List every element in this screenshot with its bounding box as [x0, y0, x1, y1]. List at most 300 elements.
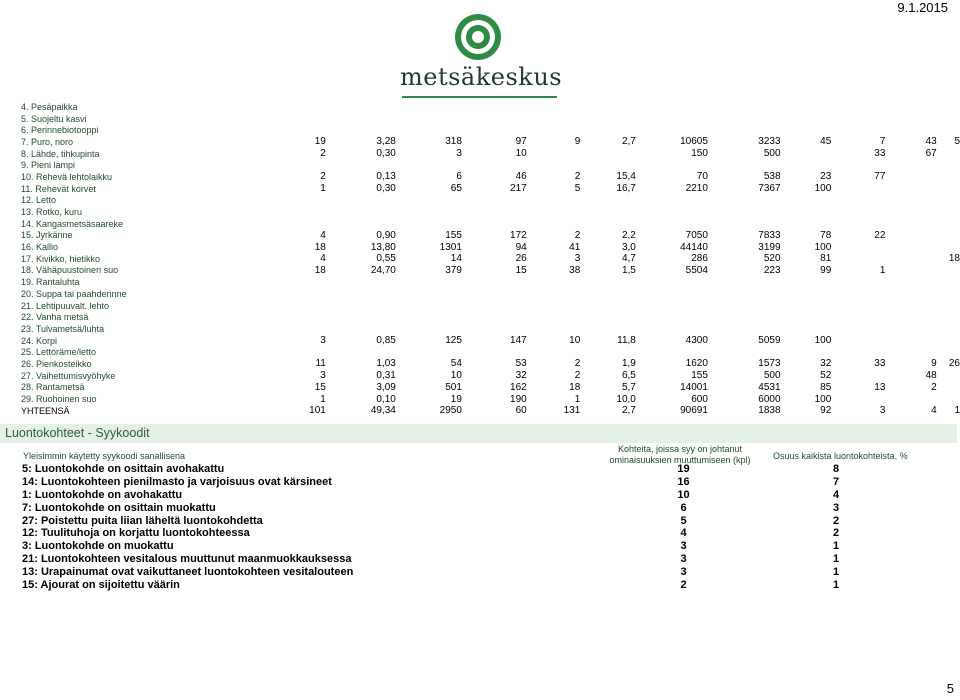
habitat-value: 7050	[685, 229, 708, 241]
habitat-value: 1,9	[621, 358, 636, 370]
habitat-row	[21, 288, 960, 300]
habitat-label: 12. Letto	[21, 195, 57, 206]
cause-share: 8	[832, 463, 840, 476]
habitat-value	[937, 195, 960, 207]
cause-label: 7: Luontokohde on osittain muokattu	[22, 501, 216, 514]
habitat-value	[781, 288, 832, 300]
habitat-value	[396, 311, 462, 323]
habitat-value: 18	[314, 264, 326, 276]
habitat-value	[937, 101, 960, 113]
habitat-label: 28. Rantametsä	[21, 382, 85, 393]
habitat-value: 0,10	[376, 393, 396, 405]
habitat-value: 10,0	[616, 393, 636, 405]
habitat-value	[781, 346, 832, 358]
habitat-value: 5,7	[621, 381, 636, 393]
habitat-value: 0,30	[376, 183, 396, 195]
habitat-value: 1301	[439, 241, 462, 253]
cause-label: 14: Luontokohteen pienilmasto ja varjoisuus ovat kärsineet	[22, 476, 332, 489]
habitat-value: 10	[569, 335, 581, 347]
habitat-value	[636, 276, 708, 288]
habitat-value: 172	[510, 229, 527, 241]
habitat-value	[708, 206, 781, 218]
habitat-value	[580, 159, 636, 171]
report-date: 9.1.2015	[897, 0, 948, 15]
habitat-value: 60	[515, 405, 527, 417]
cause-label: 1: Luontokohde on avohakattu	[22, 488, 183, 501]
page-number: 5	[946, 681, 954, 696]
habitat-value: 6000	[758, 393, 781, 405]
habitat-value: 43	[925, 136, 937, 148]
habitat-value	[781, 195, 832, 207]
habitat-value	[462, 159, 527, 171]
habitat-value	[937, 124, 960, 136]
habitat-value	[580, 346, 636, 358]
habitat-value: 11,8	[617, 335, 636, 347]
habitat-value	[831, 253, 885, 265]
habitat-value	[781, 300, 832, 312]
habitat-label: 21. Lehtipuuvalt. lehto	[21, 300, 110, 311]
cause-row	[22, 527, 911, 540]
habitat-value	[937, 346, 960, 358]
habitat-value: 2	[320, 148, 326, 160]
habitat-value: 3	[879, 405, 886, 417]
habitat-value: 78	[820, 229, 832, 241]
habitat-value	[580, 276, 636, 288]
habitat-value	[527, 323, 581, 335]
habitat-value	[281, 300, 326, 312]
habitat-label: 16. Kallio	[21, 242, 59, 253]
habitat-value: 33	[874, 358, 886, 370]
habitat-value	[937, 393, 960, 405]
habitat-value	[462, 276, 527, 288]
habitat-value: 2210	[685, 183, 708, 195]
habitat-value	[708, 159, 781, 171]
habitat-table-body	[21, 101, 960, 417]
habitat-value	[281, 206, 326, 218]
habitat-value	[831, 288, 885, 300]
habitat-label: 23. Tulvametsä/luhta	[21, 323, 105, 334]
habitat-value	[781, 101, 832, 113]
habitat-value	[580, 148, 636, 160]
habitat-value: 6	[456, 171, 462, 183]
cause-share: 2	[832, 527, 840, 540]
habitat-value	[396, 206, 462, 218]
habitat-value: 7	[879, 136, 886, 148]
habitat-value: 45	[820, 136, 832, 148]
habitat-value	[708, 288, 781, 300]
habitat-value: 11	[315, 358, 326, 370]
habitat-value	[885, 101, 936, 113]
habitat-label: 18. Vähäpuustoinen suo	[21, 265, 119, 276]
habitat-label: 7. Puro, noro	[21, 136, 74, 147]
habitat-row	[21, 159, 960, 171]
habitat-value	[831, 323, 885, 335]
col-header-share: Osuus kaikista luontokohteista, %	[773, 451, 908, 461]
habitat-value	[396, 300, 462, 312]
habitat-row	[21, 218, 960, 230]
habitat-value	[527, 148, 581, 160]
logo-wordmark: metsäkeskus	[400, 63, 563, 91]
habitat-value: 100	[814, 183, 832, 195]
habitat-value	[831, 195, 885, 207]
cause-row	[22, 489, 911, 502]
habitat-value: 4531	[758, 381, 781, 393]
habitat-label: 22. Vanha metsä	[21, 312, 89, 323]
cause-row	[22, 463, 911, 476]
habitat-value	[781, 311, 832, 323]
habitat-value: 2	[574, 229, 581, 241]
cause-row	[22, 578, 911, 591]
habitat-value	[462, 311, 527, 323]
habitat-value: 5504	[685, 264, 708, 276]
habitat-value: 1,5	[621, 264, 636, 276]
habitat-value: 26	[515, 253, 527, 265]
habitat-value	[462, 300, 527, 312]
habitat-value: 100	[814, 241, 832, 253]
habitat-value: 15	[515, 264, 527, 276]
habitat-value: 3	[320, 335, 326, 347]
habitat-value: 2,7	[621, 405, 636, 417]
metsakeskus-logo	[398, 10, 563, 95]
habitat-value	[885, 265, 936, 277]
habitat-value: 2	[574, 171, 581, 183]
habitat-value: 155	[691, 370, 708, 382]
cause-count: 16	[677, 476, 690, 489]
habitat-value: 190	[510, 393, 527, 405]
habitat-value	[527, 311, 581, 323]
cause-share: 7	[832, 476, 840, 489]
habitat-value: 90691	[680, 405, 708, 417]
habitat-value: 155	[445, 229, 462, 241]
habitat-value	[781, 113, 832, 125]
habitat-value	[527, 206, 581, 218]
habitat-label: YHTEENSÄ	[21, 405, 70, 416]
habitat-value	[937, 171, 960, 183]
habitat-row	[21, 300, 960, 312]
habitat-row	[21, 323, 960, 335]
cause-count: 3	[680, 565, 687, 578]
habitat-value: 3,28	[376, 136, 396, 148]
habitat-value	[636, 206, 708, 218]
cause-row	[22, 540, 911, 553]
habitat-value: 4	[320, 229, 326, 241]
habitat-value: 147	[510, 335, 527, 347]
habitat-value	[326, 346, 396, 358]
habitat-value: 223	[763, 264, 781, 276]
habitat-value	[937, 370, 960, 382]
habitat-value: 54	[450, 358, 462, 370]
habitat-value	[462, 101, 527, 113]
habitat-value: 4	[320, 253, 326, 265]
habitat-value	[326, 288, 396, 300]
habitat-value	[708, 323, 781, 335]
habitat-value: 77	[874, 171, 886, 183]
habitat-value	[831, 300, 885, 312]
habitat-value	[580, 195, 636, 207]
habitat-label: 29. Ruohoinen suo	[21, 394, 97, 405]
habitat-value	[937, 300, 960, 312]
cause-label: 13: Urapainumat ovat vaikuttaneet luontokohteen vesitalouteen	[22, 565, 354, 578]
causes-section-title: Luontokohteet - Syykoodit	[0, 424, 957, 443]
habitat-value: 1	[320, 393, 326, 405]
habitat-value	[636, 288, 708, 300]
habitat-value	[831, 346, 885, 358]
cause-share: 4	[832, 488, 840, 501]
habitat-value: 70	[696, 171, 708, 183]
habitat-value: 2	[320, 171, 326, 183]
habitat-label: 4. Pesäpaikka	[21, 101, 78, 112]
habitat-row	[21, 253, 960, 265]
habitat-value: 4,7	[621, 253, 636, 265]
habitat-value: 7833	[758, 229, 781, 241]
habitat-value	[831, 159, 885, 171]
habitat-value	[527, 346, 581, 358]
habitat-value	[636, 346, 708, 358]
habitat-value: 0,31	[376, 370, 396, 382]
habitat-value	[937, 276, 960, 288]
habitat-value	[937, 159, 960, 171]
habitat-value	[781, 206, 832, 218]
cause-label: 12: Tuulituhoja on korjattu luontokohteessa	[22, 527, 250, 540]
habitat-value: 22	[874, 229, 886, 241]
habitat-row	[21, 276, 960, 288]
habitat-value: 5	[574, 183, 581, 195]
habitat-value: 2950	[439, 405, 462, 417]
habitat-label: 11. Rehevät korvet	[21, 183, 96, 194]
habitat-value: 6,5	[621, 370, 636, 382]
logo-underline	[402, 96, 557, 98]
habitat-value: 0,13	[376, 171, 396, 183]
habitat-value	[527, 159, 581, 171]
habitat-value	[885, 323, 936, 335]
cause-row	[22, 501, 911, 514]
habitat-value	[781, 124, 832, 136]
habitat-value: 538	[763, 171, 781, 183]
habitat-value: 14001	[680, 381, 708, 393]
habitat-value	[831, 124, 885, 136]
habitat-value: 23	[820, 171, 832, 183]
habitat-value: 3	[320, 370, 326, 382]
habitat-value	[326, 113, 396, 125]
habitat-value	[580, 124, 636, 136]
habitat-value	[580, 300, 636, 312]
habitat-value	[708, 300, 781, 312]
habitat-value	[708, 346, 781, 358]
habitat-value: 500	[763, 370, 781, 382]
habitat-value	[580, 101, 636, 113]
habitat-value: 14	[450, 253, 462, 265]
habitat-value	[636, 159, 708, 171]
habitat-value	[396, 159, 462, 171]
habitat-value	[636, 300, 708, 312]
habitat-value	[281, 159, 326, 171]
habitat-value: 500	[763, 148, 781, 160]
habitat-value: 10	[450, 370, 462, 382]
habitat-value: 49,34	[370, 405, 396, 417]
habitat-value: 32	[820, 358, 832, 370]
habitat-value	[281, 276, 326, 288]
habitat-value	[527, 101, 581, 113]
habitat-value: 32	[515, 370, 527, 382]
habitat-value	[580, 288, 636, 300]
habitat-value: 2,2	[621, 229, 636, 241]
habitat-value	[831, 241, 885, 253]
habitat-value	[781, 323, 832, 335]
habitat-value	[885, 230, 936, 242]
causes-table	[22, 463, 911, 591]
habitat-value	[462, 206, 527, 218]
habitat-value	[281, 218, 326, 230]
habitat-row	[21, 148, 960, 160]
habitat-value: 162	[510, 381, 527, 393]
habitat-value: 286	[691, 253, 708, 265]
habitat-value	[708, 276, 781, 288]
habitat-value	[396, 323, 462, 335]
habitat-value: 100	[814, 335, 832, 347]
habitat-value	[831, 335, 885, 347]
habitat-row	[21, 113, 960, 125]
cause-count: 2	[680, 578, 687, 591]
cause-label: 15: Ajourat on sijoitettu väärin	[22, 578, 180, 591]
habitat-value	[708, 218, 781, 230]
habitat-row	[21, 393, 960, 405]
habitat-label: 17. Kivikko, hietikko	[21, 253, 101, 264]
habitat-value	[326, 323, 396, 335]
habitat-value	[396, 276, 462, 288]
habitat-value	[937, 323, 960, 335]
habitat-value	[281, 195, 326, 207]
cause-count: 4	[680, 527, 687, 540]
habitat-row	[21, 101, 960, 113]
habitat-value	[462, 113, 527, 125]
habitat-value: 1620	[685, 358, 708, 370]
habitat-value	[326, 218, 396, 230]
cause-row	[22, 476, 911, 489]
habitat-value	[708, 195, 781, 207]
habitat-value: 600	[691, 393, 708, 405]
cause-share: 1	[832, 565, 840, 578]
habitat-value	[326, 195, 396, 207]
habitat-value	[831, 113, 885, 125]
habitat-value	[462, 218, 527, 230]
cause-row	[22, 553, 911, 566]
habitat-value: 3,0	[621, 241, 636, 253]
cause-share: 1	[832, 540, 840, 553]
habitat-value	[636, 124, 708, 136]
habitat-value	[527, 113, 581, 125]
habitat-value	[462, 323, 527, 335]
cause-row	[22, 565, 911, 578]
habitat-value: 1838	[758, 405, 781, 417]
habitat-value: 3,09	[376, 381, 396, 393]
habitat-value	[636, 218, 708, 230]
habitat-value	[281, 113, 326, 125]
habitat-value	[580, 218, 636, 230]
habitat-label: 14. Kangasmetsäsaareke	[21, 218, 124, 229]
habitat-row	[21, 241, 960, 253]
habitat-value: 101	[309, 405, 326, 417]
habitat-value	[580, 206, 636, 218]
habitat-value: 97	[515, 136, 527, 148]
habitat-value	[462, 195, 527, 207]
habitat-label: 13. Rotko, kuru	[21, 207, 83, 218]
habitat-value	[937, 335, 960, 347]
habitat-value: 100	[814, 393, 832, 405]
habitat-value: 0,30	[376, 148, 396, 160]
cause-share: 3	[832, 501, 840, 514]
habitat-value	[326, 206, 396, 218]
habitat-label: 6. Perinnebiotooppi	[21, 125, 99, 136]
habitat-value: 18	[948, 253, 960, 265]
habitat-value	[281, 124, 326, 136]
habitat-value: 4300	[685, 335, 708, 347]
habitat-value: 4	[931, 405, 937, 417]
habitat-label: 10. Rehevä lehtolaikku	[21, 171, 113, 182]
habitat-value	[885, 206, 936, 218]
habitat-value: 15	[314, 381, 326, 393]
habitat-value	[885, 300, 936, 312]
habitat-value	[885, 195, 936, 207]
habitat-value	[326, 300, 396, 312]
habitat-value: 131	[563, 405, 581, 417]
habitat-value	[781, 148, 832, 160]
habitat-value	[281, 346, 326, 358]
habitat-value	[281, 101, 326, 113]
habitat-value	[885, 241, 936, 253]
habitat-label: 15. Jyrkänne	[21, 230, 73, 241]
habitat-value	[831, 101, 885, 113]
habitat-value: 38	[569, 264, 581, 276]
habitat-value	[396, 218, 462, 230]
habitat-row	[21, 124, 960, 136]
habitat-value	[708, 101, 781, 113]
habitat-label: 9. Pieni lampi	[21, 160, 76, 171]
habitat-value	[885, 124, 936, 136]
habitat-value: 33	[874, 148, 886, 160]
habitat-value: 2,7	[621, 136, 636, 148]
habitat-value	[396, 124, 462, 136]
habitat-value	[396, 101, 462, 113]
habitat-value	[885, 113, 936, 125]
habitat-value: 41	[569, 241, 581, 253]
habitat-label: 25. Lettoräme/letto	[21, 347, 97, 358]
habitat-value	[527, 276, 581, 288]
habitat-value: 2	[574, 370, 581, 382]
habitat-value	[885, 288, 936, 300]
habitat-row	[21, 183, 960, 195]
habitat-value: 150	[691, 148, 708, 160]
habitat-value: 5	[954, 136, 960, 148]
habitat-value	[708, 124, 781, 136]
habitat-label: 27. Vaihettumisvyöhyke	[21, 370, 116, 381]
habitat-value: 9	[574, 136, 581, 148]
habitat-value: 13	[874, 381, 886, 393]
habitat-row	[21, 265, 960, 277]
cause-count: 5	[680, 514, 687, 527]
habitat-value	[937, 311, 960, 323]
habitat-value	[281, 323, 326, 335]
habitat-value	[580, 311, 636, 323]
habitat-value	[831, 218, 885, 230]
habitat-row	[21, 230, 960, 242]
col-header-count: Kohteita, joissa syy on johtanut ominaisuuksien muuttumiseen (kpl)	[609, 444, 751, 465]
habitat-value	[781, 276, 832, 288]
habitat-value: 67	[925, 148, 937, 160]
habitat-value	[326, 311, 396, 323]
habitat-value: 5059	[758, 335, 781, 347]
habitat-value	[831, 206, 885, 218]
cause-share: 1	[832, 552, 840, 565]
